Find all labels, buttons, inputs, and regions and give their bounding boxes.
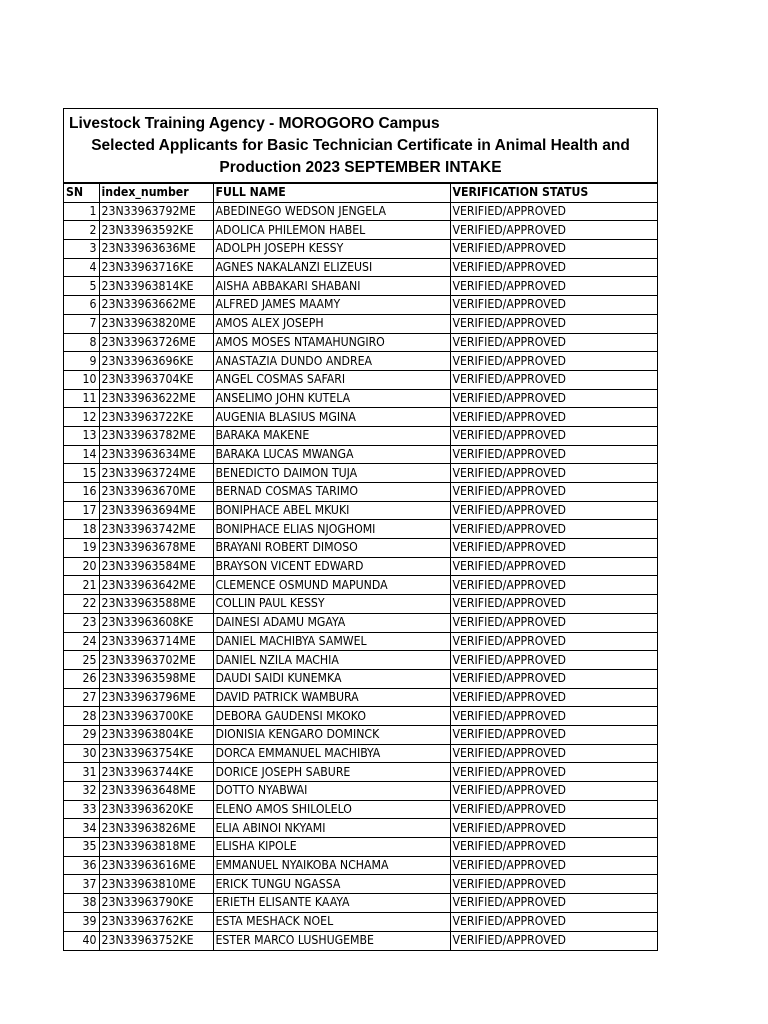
index-number-cell: 23N33963752KE: [99, 931, 213, 950]
applicants-sheet: [63, 108, 658, 951]
table-row: [64, 352, 657, 371]
table-row: [64, 595, 657, 614]
index-number-cell: 23N33963820ME: [99, 314, 213, 333]
verification-status-cell: VERIFIED/APPROVED: [450, 501, 657, 520]
verification-status-cell: VERIFIED/APPROVED: [450, 426, 657, 445]
index-number-cell: 23N33963804KE: [99, 725, 213, 744]
full-name-cell: BONIPHACE ELIAS NJOGHOMI: [213, 520, 450, 539]
index-number-cell: 23N33963616ME: [99, 856, 213, 875]
index-number-cell: 23N33963742ME: [99, 520, 213, 539]
verification-status-cell: VERIFIED/APPROVED: [450, 688, 657, 707]
index-number-cell: 23N33963588ME: [99, 595, 213, 614]
full-name-cell: COLLIN PAUL KESSY: [213, 595, 450, 614]
full-name-cell: DORICE JOSEPH SABURE: [213, 763, 450, 782]
verification-status-cell: VERIFIED/APPROVED: [450, 744, 657, 763]
full-name-cell: CLEMENCE OSMUND MAPUNDA: [213, 576, 450, 595]
full-name-cell: ALFRED JAMES MAAMY: [213, 296, 450, 315]
sn-cell: 28: [64, 707, 99, 726]
table-row: [64, 483, 657, 502]
sn-cell: 29: [64, 725, 99, 744]
verification-status-cell: VERIFIED/APPROVED: [450, 389, 657, 408]
full-name-cell: ERIETH ELISANTE KAAYA: [213, 894, 450, 913]
full-name-cell: ANSELIMO JOHN KUTELA: [213, 389, 450, 408]
verification-status-cell: VERIFIED/APPROVED: [450, 875, 657, 894]
verification-status-cell: VERIFIED/APPROVED: [450, 539, 657, 558]
index-number-cell: 23N33963678ME: [99, 539, 213, 558]
index-number-cell: 23N33963694ME: [99, 501, 213, 520]
sn-cell: 15: [64, 464, 99, 483]
full-name-cell: ESTER MARCO LUSHUGEMBE: [213, 931, 450, 950]
table-row: [64, 277, 657, 296]
verification-status-cell: VERIFIED/APPROVED: [450, 613, 657, 632]
campus-title: Livestock Training Agency - MOROGORO Campus: [69, 115, 440, 132]
verification-status-cell: VERIFIED/APPROVED: [450, 632, 657, 651]
table-row: [64, 576, 657, 595]
full-name-cell: ABEDINEGO WEDSON JENGELA: [213, 202, 450, 221]
index-number-cell: 23N33963714ME: [99, 632, 213, 651]
sn-cell: 19: [64, 539, 99, 558]
verification-status-cell: VERIFIED/APPROVED: [450, 221, 657, 240]
index-number-cell: 23N33963634ME: [99, 445, 213, 464]
sn-cell: 40: [64, 931, 99, 950]
index-number-cell: 23N33963670ME: [99, 483, 213, 502]
table-row: [64, 800, 657, 819]
verification-status-cell: VERIFIED/APPROVED: [450, 782, 657, 801]
sn-cell: 33: [64, 800, 99, 819]
index-number-cell: 23N33963696KE: [99, 352, 213, 371]
full-name-cell: ELIA ABINOI NKYAMI: [213, 819, 450, 838]
verification-status-cell: VERIFIED/APPROVED: [450, 445, 657, 464]
full-name-cell: AMOS MOSES NTAMAHUNGIRO: [213, 333, 450, 352]
sn-cell: 17: [64, 501, 99, 520]
index-number-cell: 23N33963792ME: [99, 202, 213, 221]
sn-cell: 25: [64, 651, 99, 670]
full-name-cell: DAINESI ADAMU MGAYA: [213, 613, 450, 632]
index-number-cell: 23N33963796ME: [99, 688, 213, 707]
verification-status-cell: VERIFIED/APPROVED: [450, 931, 657, 950]
verification-status-cell: VERIFIED/APPROVED: [450, 576, 657, 595]
full-name-cell: DANIEL NZILA MACHIA: [213, 651, 450, 670]
index-number-cell: 23N33963782ME: [99, 426, 213, 445]
index-number-cell: 23N33963810ME: [99, 875, 213, 894]
verification-status-cell: VERIFIED/APPROVED: [450, 520, 657, 539]
verification-status-cell: VERIFIED/APPROVED: [450, 333, 657, 352]
verification-status-cell: VERIFIED/APPROVED: [450, 314, 657, 333]
index-number-cell: 23N33963620KE: [99, 800, 213, 819]
verification-status-cell: VERIFIED/APPROVED: [450, 800, 657, 819]
index-number-cell: 23N33963700KE: [99, 707, 213, 726]
verification-status-cell: VERIFIED/APPROVED: [450, 707, 657, 726]
verification-status-cell: VERIFIED/APPROVED: [450, 651, 657, 670]
index-number-cell: 23N33963814KE: [99, 277, 213, 296]
index-number-cell: 23N33963724ME: [99, 464, 213, 483]
table-row: [64, 912, 657, 931]
sn-cell: 36: [64, 856, 99, 875]
full-name-cell: ANASTAZIA DUNDO ANDREA: [213, 352, 450, 371]
verification-status-cell: VERIFIED/APPROVED: [450, 819, 657, 838]
full-name-cell: ADOLICA PHILEMON HABEL: [213, 221, 450, 240]
full-name-cell: AISHA ABBAKARI SHABANI: [213, 277, 450, 296]
sn-cell: 13: [64, 426, 99, 445]
sn-cell: 23: [64, 613, 99, 632]
sn-cell: 14: [64, 445, 99, 464]
sn-cell: 8: [64, 333, 99, 352]
index-number-cell: 23N33963598ME: [99, 669, 213, 688]
table-row: [64, 669, 657, 688]
sn-cell: 24: [64, 632, 99, 651]
applicants-table: [64, 183, 657, 950]
table-body: [64, 202, 657, 950]
index-number-cell: 23N33963754KE: [99, 744, 213, 763]
sn-cell: 37: [64, 875, 99, 894]
verification-status-cell: VERIFIED/APPROVED: [450, 370, 657, 389]
full-name-cell: BRAYANI ROBERT DIMOSO: [213, 539, 450, 558]
verification-status-cell: VERIFIED/APPROVED: [450, 557, 657, 576]
table-row: [64, 539, 657, 558]
table-row: [64, 651, 657, 670]
table-row: [64, 464, 657, 483]
sn-cell: 7: [64, 314, 99, 333]
table-row: [64, 688, 657, 707]
table-row: [64, 202, 657, 221]
table-row: [64, 445, 657, 464]
verification-status-cell: VERIFIED/APPROVED: [450, 483, 657, 502]
sn-cell: 5: [64, 277, 99, 296]
index-number-cell: 23N33963716KE: [99, 258, 213, 277]
sn-cell: 26: [64, 669, 99, 688]
full-name-cell: DANIEL MACHIBYA SAMWEL: [213, 632, 450, 651]
full-name-cell: AGNES NAKALANZI ELIZEUSI: [213, 258, 450, 277]
verification-status-cell: VERIFIED/APPROVED: [450, 240, 657, 259]
full-name-cell: ANGEL COSMAS SAFARI: [213, 370, 450, 389]
index-number-cell: 23N33963762KE: [99, 912, 213, 931]
index-number-cell: 23N33963790KE: [99, 894, 213, 913]
index-number-cell: 23N33963662ME: [99, 296, 213, 315]
verification-status-cell: VERIFIED/APPROVED: [450, 669, 657, 688]
full-name-cell: BENEDICTO DAIMON TUJA: [213, 464, 450, 483]
table-row: [64, 408, 657, 427]
verification-status-cell: VERIFIED/APPROVED: [450, 595, 657, 614]
table-row: [64, 333, 657, 352]
sn-cell: 10: [64, 370, 99, 389]
index-number-cell: 23N33963818ME: [99, 838, 213, 857]
sn-cell: 2: [64, 221, 99, 240]
index-number-cell: 23N33963608KE: [99, 613, 213, 632]
table-header-row: [64, 184, 657, 203]
full-name-cell: BONIPHACE ABEL MKUKI: [213, 501, 450, 520]
table-row: [64, 782, 657, 801]
index-number-cell: 23N33963592KE: [99, 221, 213, 240]
table-row: [64, 931, 657, 950]
full-name-cell: DIONISIA KENGARO DOMINCK: [213, 725, 450, 744]
full-name-cell: BARAKA LUCAS MWANGA: [213, 445, 450, 464]
full-name-cell: DAVID PATRICK WAMBURA: [213, 688, 450, 707]
full-name-cell: BERNAD COSMAS TARIMO: [213, 483, 450, 502]
verification-status-cell: VERIFIED/APPROVED: [450, 856, 657, 875]
table-row: [64, 314, 657, 333]
verification-status-cell: VERIFIED/APPROVED: [450, 725, 657, 744]
table-row: [64, 520, 657, 539]
full-name-cell: ADOLPH JOSEPH KESSY: [213, 240, 450, 259]
table-row: [64, 838, 657, 857]
sn-cell: 16: [64, 483, 99, 502]
sn-cell: 32: [64, 782, 99, 801]
table-row: [64, 856, 657, 875]
verification-status-cell: VERIFIED/APPROVED: [450, 464, 657, 483]
index-number-cell: 23N33963704KE: [99, 370, 213, 389]
sn-cell: 6: [64, 296, 99, 315]
verification-status-cell: VERIFIED/APPROVED: [450, 352, 657, 371]
index-number-cell: 23N33963584ME: [99, 557, 213, 576]
table-row: [64, 725, 657, 744]
verification-status-cell: VERIFIED/APPROVED: [450, 912, 657, 931]
column-header-sn: SN: [64, 184, 99, 203]
sn-cell: 12: [64, 408, 99, 427]
index-number-cell: 23N33963702ME: [99, 651, 213, 670]
full-name-cell: BRAYSON VICENT EDWARD: [213, 557, 450, 576]
index-number-cell: 23N33963636ME: [99, 240, 213, 259]
table-row: [64, 370, 657, 389]
index-number-cell: 23N33963826ME: [99, 819, 213, 838]
sn-cell: 39: [64, 912, 99, 931]
table-row: [64, 426, 657, 445]
table-row: [64, 501, 657, 520]
full-name-cell: ERICK TUNGU NGASSA: [213, 875, 450, 894]
table-row: [64, 221, 657, 240]
verification-status-cell: VERIFIED/APPROVED: [450, 277, 657, 296]
sheet-title-block: [64, 109, 657, 183]
sn-cell: 3: [64, 240, 99, 259]
sn-cell: 31: [64, 763, 99, 782]
sn-cell: 20: [64, 557, 99, 576]
verification-status-cell: VERIFIED/APPROVED: [450, 408, 657, 427]
table-row: [64, 819, 657, 838]
full-name-cell: DEBORA GAUDENSI MKOKO: [213, 707, 450, 726]
table-row: [64, 258, 657, 277]
table-row: [64, 613, 657, 632]
table-row: [64, 296, 657, 315]
sn-cell: 11: [64, 389, 99, 408]
sn-cell: 21: [64, 576, 99, 595]
list-title-line-1: Selected Applicants for Basic Technician Certificate in Animal Health and: [91, 137, 630, 154]
column-header-verification-status: VERIFICATION STATUS: [450, 184, 657, 203]
sn-cell: 1: [64, 202, 99, 221]
full-name-cell: AMOS ALEX JOSEPH: [213, 314, 450, 333]
sn-cell: 22: [64, 595, 99, 614]
full-name-cell: ELISHA KIPOLE: [213, 838, 450, 857]
verification-status-cell: VERIFIED/APPROVED: [450, 838, 657, 857]
table-row: [64, 744, 657, 763]
table-row: [64, 763, 657, 782]
sn-cell: 30: [64, 744, 99, 763]
table-row: [64, 240, 657, 259]
table-row: [64, 632, 657, 651]
index-number-cell: 23N33963726ME: [99, 333, 213, 352]
table-row: [64, 389, 657, 408]
full-name-cell: DOTTO NYABWAI: [213, 782, 450, 801]
full-name-cell: EMMANUEL NYAIKOBA NCHAMA: [213, 856, 450, 875]
verification-status-cell: VERIFIED/APPROVED: [450, 894, 657, 913]
full-name-cell: DAUDI SAIDI KUNEMKA: [213, 669, 450, 688]
sn-cell: 18: [64, 520, 99, 539]
verification-status-cell: VERIFIED/APPROVED: [450, 763, 657, 782]
sn-cell: 4: [64, 258, 99, 277]
full-name-cell: DORCA EMMANUEL MACHIBYA: [213, 744, 450, 763]
sn-cell: 35: [64, 838, 99, 857]
table-row: [64, 707, 657, 726]
index-number-cell: 23N33963648ME: [99, 782, 213, 801]
verification-status-cell: VERIFIED/APPROVED: [450, 202, 657, 221]
sn-cell: 34: [64, 819, 99, 838]
sn-cell: 9: [64, 352, 99, 371]
index-number-cell: 23N33963622ME: [99, 389, 213, 408]
column-header-index-number: index_number: [99, 184, 213, 203]
table-row: [64, 557, 657, 576]
sn-cell: 38: [64, 894, 99, 913]
column-header-full-name: FULL NAME: [213, 184, 450, 203]
full-name-cell: ESTA MESHACK NOEL: [213, 912, 450, 931]
index-number-cell: 23N33963642ME: [99, 576, 213, 595]
full-name-cell: AUGENIA BLASIUS MGINA: [213, 408, 450, 427]
index-number-cell: 23N33963722KE: [99, 408, 213, 427]
table-row: [64, 894, 657, 913]
list-title-line-2: Production 2023 SEPTEMBER INTAKE: [219, 159, 502, 176]
full-name-cell: BARAKA MAKENE: [213, 426, 450, 445]
index-number-cell: 23N33963744KE: [99, 763, 213, 782]
sn-cell: 27: [64, 688, 99, 707]
verification-status-cell: VERIFIED/APPROVED: [450, 258, 657, 277]
verification-status-cell: VERIFIED/APPROVED: [450, 296, 657, 315]
full-name-cell: ELENO AMOS SHILOLELO: [213, 800, 450, 819]
table-row: [64, 875, 657, 894]
